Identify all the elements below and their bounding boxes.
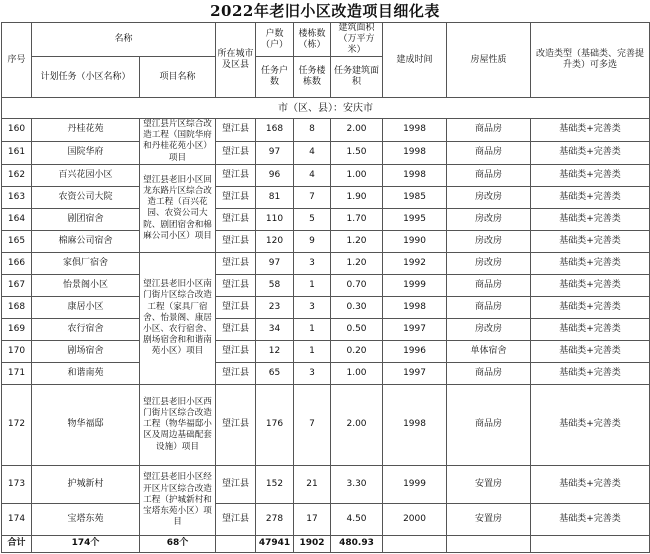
row-area: 3.30: [331, 465, 383, 503]
row-location: 望江县: [216, 296, 256, 318]
row-area: 2.00: [331, 384, 383, 465]
header-households: 户数（户）: [256, 23, 294, 57]
row-households: 176: [256, 384, 294, 465]
row-area: 1.50: [331, 141, 383, 164]
row-households: 58: [256, 274, 294, 296]
row-renovation-type: 基础类+完善类: [531, 164, 650, 186]
row-property: 商品房: [447, 119, 531, 142]
totals-type: [531, 535, 650, 552]
header-buildings: 楼栋数（栋）: [294, 23, 331, 57]
totals-households: 47941: [256, 535, 294, 552]
row-buildings: 5: [294, 208, 331, 230]
table-row: [2, 164, 650, 186]
row-seq: 170: [2, 340, 32, 362]
row-area: 0.20: [331, 340, 383, 362]
row-location: 望江县: [216, 503, 256, 535]
header-property: 房屋性质: [447, 23, 531, 98]
row-seq: 168: [2, 296, 32, 318]
table-row: [2, 296, 650, 318]
row-households: 34: [256, 318, 294, 340]
row-build-year: 1995: [383, 208, 447, 230]
header-row-1: [2, 23, 650, 57]
row-households: 23: [256, 296, 294, 318]
row-location: 望江县: [216, 186, 256, 208]
row-seq: 167: [2, 274, 32, 296]
row-renovation-type: 基础类+完善类: [531, 384, 650, 465]
row-location: 望江县: [216, 384, 256, 465]
row-location: 望江县: [216, 208, 256, 230]
row-property: 房改房: [447, 186, 531, 208]
row-seq: 160: [2, 119, 32, 142]
row-households: 278: [256, 503, 294, 535]
row-location: 望江县: [216, 274, 256, 296]
row-area: 2.00: [331, 119, 383, 142]
row-seq: 166: [2, 252, 32, 274]
row-build-year: 1996: [383, 340, 447, 362]
row-buildings: 7: [294, 186, 331, 208]
row-area: 1.90: [331, 186, 383, 208]
row-project-name: 望江县老旧小区经开区片区综合改造工程（护城新村和宝塔东苑小区）项目: [140, 465, 216, 535]
row-households: 168: [256, 119, 294, 142]
row-community-name: 农资公司大院: [32, 186, 140, 208]
row-households: 12: [256, 340, 294, 362]
header-project: 项目名称: [140, 57, 216, 98]
row-buildings: 4: [294, 141, 331, 164]
row-community-name: 丹桂花苑: [32, 119, 140, 142]
row-project-name: 望江县片区综合改造工程（国院华府和丹桂花苑小区）项目: [140, 119, 216, 165]
row-build-year: 1998: [383, 296, 447, 318]
row-renovation-type: 基础类+完善类: [531, 230, 650, 252]
row-build-year: 1997: [383, 362, 447, 384]
table-row: [2, 186, 650, 208]
row-renovation-type: 基础类+完善类: [531, 296, 650, 318]
header-plan-task: 计划任务（小区名称）: [32, 57, 140, 98]
row-renovation-type: 基础类+完善类: [531, 362, 650, 384]
row-build-year: 1992: [383, 252, 447, 274]
row-build-year: 1985: [383, 186, 447, 208]
row-property: 单体宿舍: [447, 340, 531, 362]
row-property: 安置房: [447, 465, 531, 503]
row-build-year: 2000: [383, 503, 447, 535]
table-row: [2, 465, 650, 503]
city-row: [2, 98, 650, 119]
row-area: 1.20: [331, 230, 383, 252]
city-label: 市（区、县）：安庆市: [2, 98, 650, 119]
row-community-name: 宝塔东苑: [32, 503, 140, 535]
row-community-name: 怡景阁小区: [32, 274, 140, 296]
row-households: 97: [256, 141, 294, 164]
row-build-year: 1999: [383, 274, 447, 296]
row-location: 望江县: [216, 362, 256, 384]
row-households: 97: [256, 252, 294, 274]
row-community-name: 剧团宿舍: [32, 208, 140, 230]
row-area: 0.30: [331, 296, 383, 318]
header-location: 所在城市及区县: [216, 23, 256, 98]
totals-property: [447, 535, 531, 552]
totals-communities: 174个: [32, 535, 140, 552]
row-build-year: 1998: [383, 164, 447, 186]
totals-projects: 68个: [140, 535, 216, 552]
header-seq: 序号: [2, 23, 32, 98]
renovation-table: [1, 22, 650, 553]
row-property: 商品房: [447, 274, 531, 296]
row-community-name: 农行宿舍: [32, 318, 140, 340]
row-households: 96: [256, 164, 294, 186]
row-property: 房改房: [447, 318, 531, 340]
totals-area: 480.93: [331, 535, 383, 552]
row-households: 120: [256, 230, 294, 252]
header-type: 改造类型（基础类、完善提升类）可多选: [531, 23, 650, 98]
row-renovation-type: 基础类+完善类: [531, 340, 650, 362]
row-seq: 165: [2, 230, 32, 252]
table-row: [2, 141, 650, 164]
row-area: 1.00: [331, 164, 383, 186]
row-renovation-type: 基础类+完善类: [531, 465, 650, 503]
row-buildings: 3: [294, 252, 331, 274]
row-area: 1.00: [331, 362, 383, 384]
row-buildings: 1: [294, 318, 331, 340]
row-renovation-type: 基础类+完善类: [531, 186, 650, 208]
table-row: [2, 362, 650, 384]
row-households: 81: [256, 186, 294, 208]
row-seq: 161: [2, 141, 32, 164]
row-renovation-type: 基础类+完善类: [531, 503, 650, 535]
row-buildings: 1: [294, 340, 331, 362]
row-property: 商品房: [447, 164, 531, 186]
row-renovation-type: 基础类+完善类: [531, 274, 650, 296]
row-location: 望江县: [216, 119, 256, 142]
row-community-name: 剧场宿舍: [32, 340, 140, 362]
row-area: 0.50: [331, 318, 383, 340]
row-property: 房改房: [447, 252, 531, 274]
row-seq: 171: [2, 362, 32, 384]
header-build-year: 建成时间: [383, 23, 447, 98]
row-renovation-type: 基础类+完善类: [531, 119, 650, 142]
table-row: [2, 252, 650, 274]
table-row: [2, 274, 650, 296]
totals-label: 合计: [2, 535, 32, 552]
header-area-sub: 任务建筑面积: [331, 57, 383, 98]
row-community-name: 棉麻公司宿舍: [32, 230, 140, 252]
row-community-name: 百兴花园小区: [32, 164, 140, 186]
row-buildings: 8: [294, 119, 331, 142]
row-seq: 174: [2, 503, 32, 535]
row-seq: 172: [2, 384, 32, 465]
row-seq: 169: [2, 318, 32, 340]
table-row: [2, 340, 650, 362]
row-community-name: 护城新村: [32, 465, 140, 503]
row-location: 望江县: [216, 141, 256, 164]
row-seq: 163: [2, 186, 32, 208]
table-row: [2, 503, 650, 535]
row-buildings: 21: [294, 465, 331, 503]
row-location: 望江县: [216, 318, 256, 340]
row-renovation-type: 基础类+完善类: [531, 208, 650, 230]
row-property: 商品房: [447, 384, 531, 465]
row-community-name: 家俱厂宿舍: [32, 252, 140, 274]
row-build-year: 1998: [383, 119, 447, 142]
totals-year: [383, 535, 447, 552]
row-community-name: 物华福邸: [32, 384, 140, 465]
row-property: 安置房: [447, 503, 531, 535]
row-area: 0.70: [331, 274, 383, 296]
row-buildings: 17: [294, 503, 331, 535]
row-renovation-type: 基础类+完善类: [531, 141, 650, 164]
header-households-sub: 任务户数: [256, 57, 294, 98]
row-property: 商品房: [447, 362, 531, 384]
row-property: 房改房: [447, 208, 531, 230]
header-name-group: 名称: [32, 23, 216, 57]
row-area: 1.20: [331, 252, 383, 274]
totals-row: [2, 535, 650, 552]
row-property: 商品房: [447, 141, 531, 164]
row-seq: 164: [2, 208, 32, 230]
row-renovation-type: 基础类+完善类: [531, 318, 650, 340]
table-row: [2, 208, 650, 230]
header-buildings-sub: 任务楼栋数: [294, 57, 331, 98]
row-buildings: 3: [294, 296, 331, 318]
row-buildings: 9: [294, 230, 331, 252]
table-row: [2, 384, 650, 465]
row-seq: 173: [2, 465, 32, 503]
row-project-name: 望江县老旧小区南门街片区综合改造工程（家具厂宿舍、怡景阁、康居小区、农行宿舍、剧场宿舍和和谐南苑小区）项目: [140, 252, 216, 384]
row-location: 望江县: [216, 465, 256, 503]
row-buildings: 1: [294, 274, 331, 296]
row-location: 望江县: [216, 230, 256, 252]
row-seq: 162: [2, 164, 32, 186]
row-location: 望江县: [216, 252, 256, 274]
row-buildings: 7: [294, 384, 331, 465]
row-buildings: 4: [294, 164, 331, 186]
row-households: 110: [256, 208, 294, 230]
row-renovation-type: 基础类+完善类: [531, 252, 650, 274]
row-project-name: 望江县老旧小区回龙东路片区综合改造工程（百兴花园、农资公司大院、剧团宿舍和棉麻公司小区）项目: [140, 164, 216, 252]
row-households: 65: [256, 362, 294, 384]
totals-location: [216, 535, 256, 552]
row-property: 房改房: [447, 230, 531, 252]
row-location: 望江县: [216, 340, 256, 362]
row-build-year: 1990: [383, 230, 447, 252]
row-area: 4.50: [331, 503, 383, 535]
table-row: [2, 318, 650, 340]
row-build-year: 1998: [383, 141, 447, 164]
row-community-name: 和谐南苑: [32, 362, 140, 384]
row-location: 望江县: [216, 164, 256, 186]
row-property: 商品房: [447, 296, 531, 318]
row-area: 1.70: [331, 208, 383, 230]
row-build-year: 1997: [383, 318, 447, 340]
row-project-name: 望江县老旧小区西门街片区综合改造工程（物华福邸小区及周边基础配套设施）项目: [140, 384, 216, 465]
table-row: [2, 230, 650, 252]
row-buildings: 3: [294, 362, 331, 384]
row-community-name: 国院华府: [32, 141, 140, 164]
row-build-year: 1999: [383, 465, 447, 503]
table-row: [2, 119, 650, 142]
header-area: 建筑面积（万平方米）: [331, 23, 383, 57]
row-households: 152: [256, 465, 294, 503]
row-build-year: 1998: [383, 384, 447, 465]
page-title: 2022年老旧小区改造项目细化表: [210, 2, 440, 20]
totals-buildings: 1902: [294, 535, 331, 552]
row-community-name: 康居小区: [32, 296, 140, 318]
